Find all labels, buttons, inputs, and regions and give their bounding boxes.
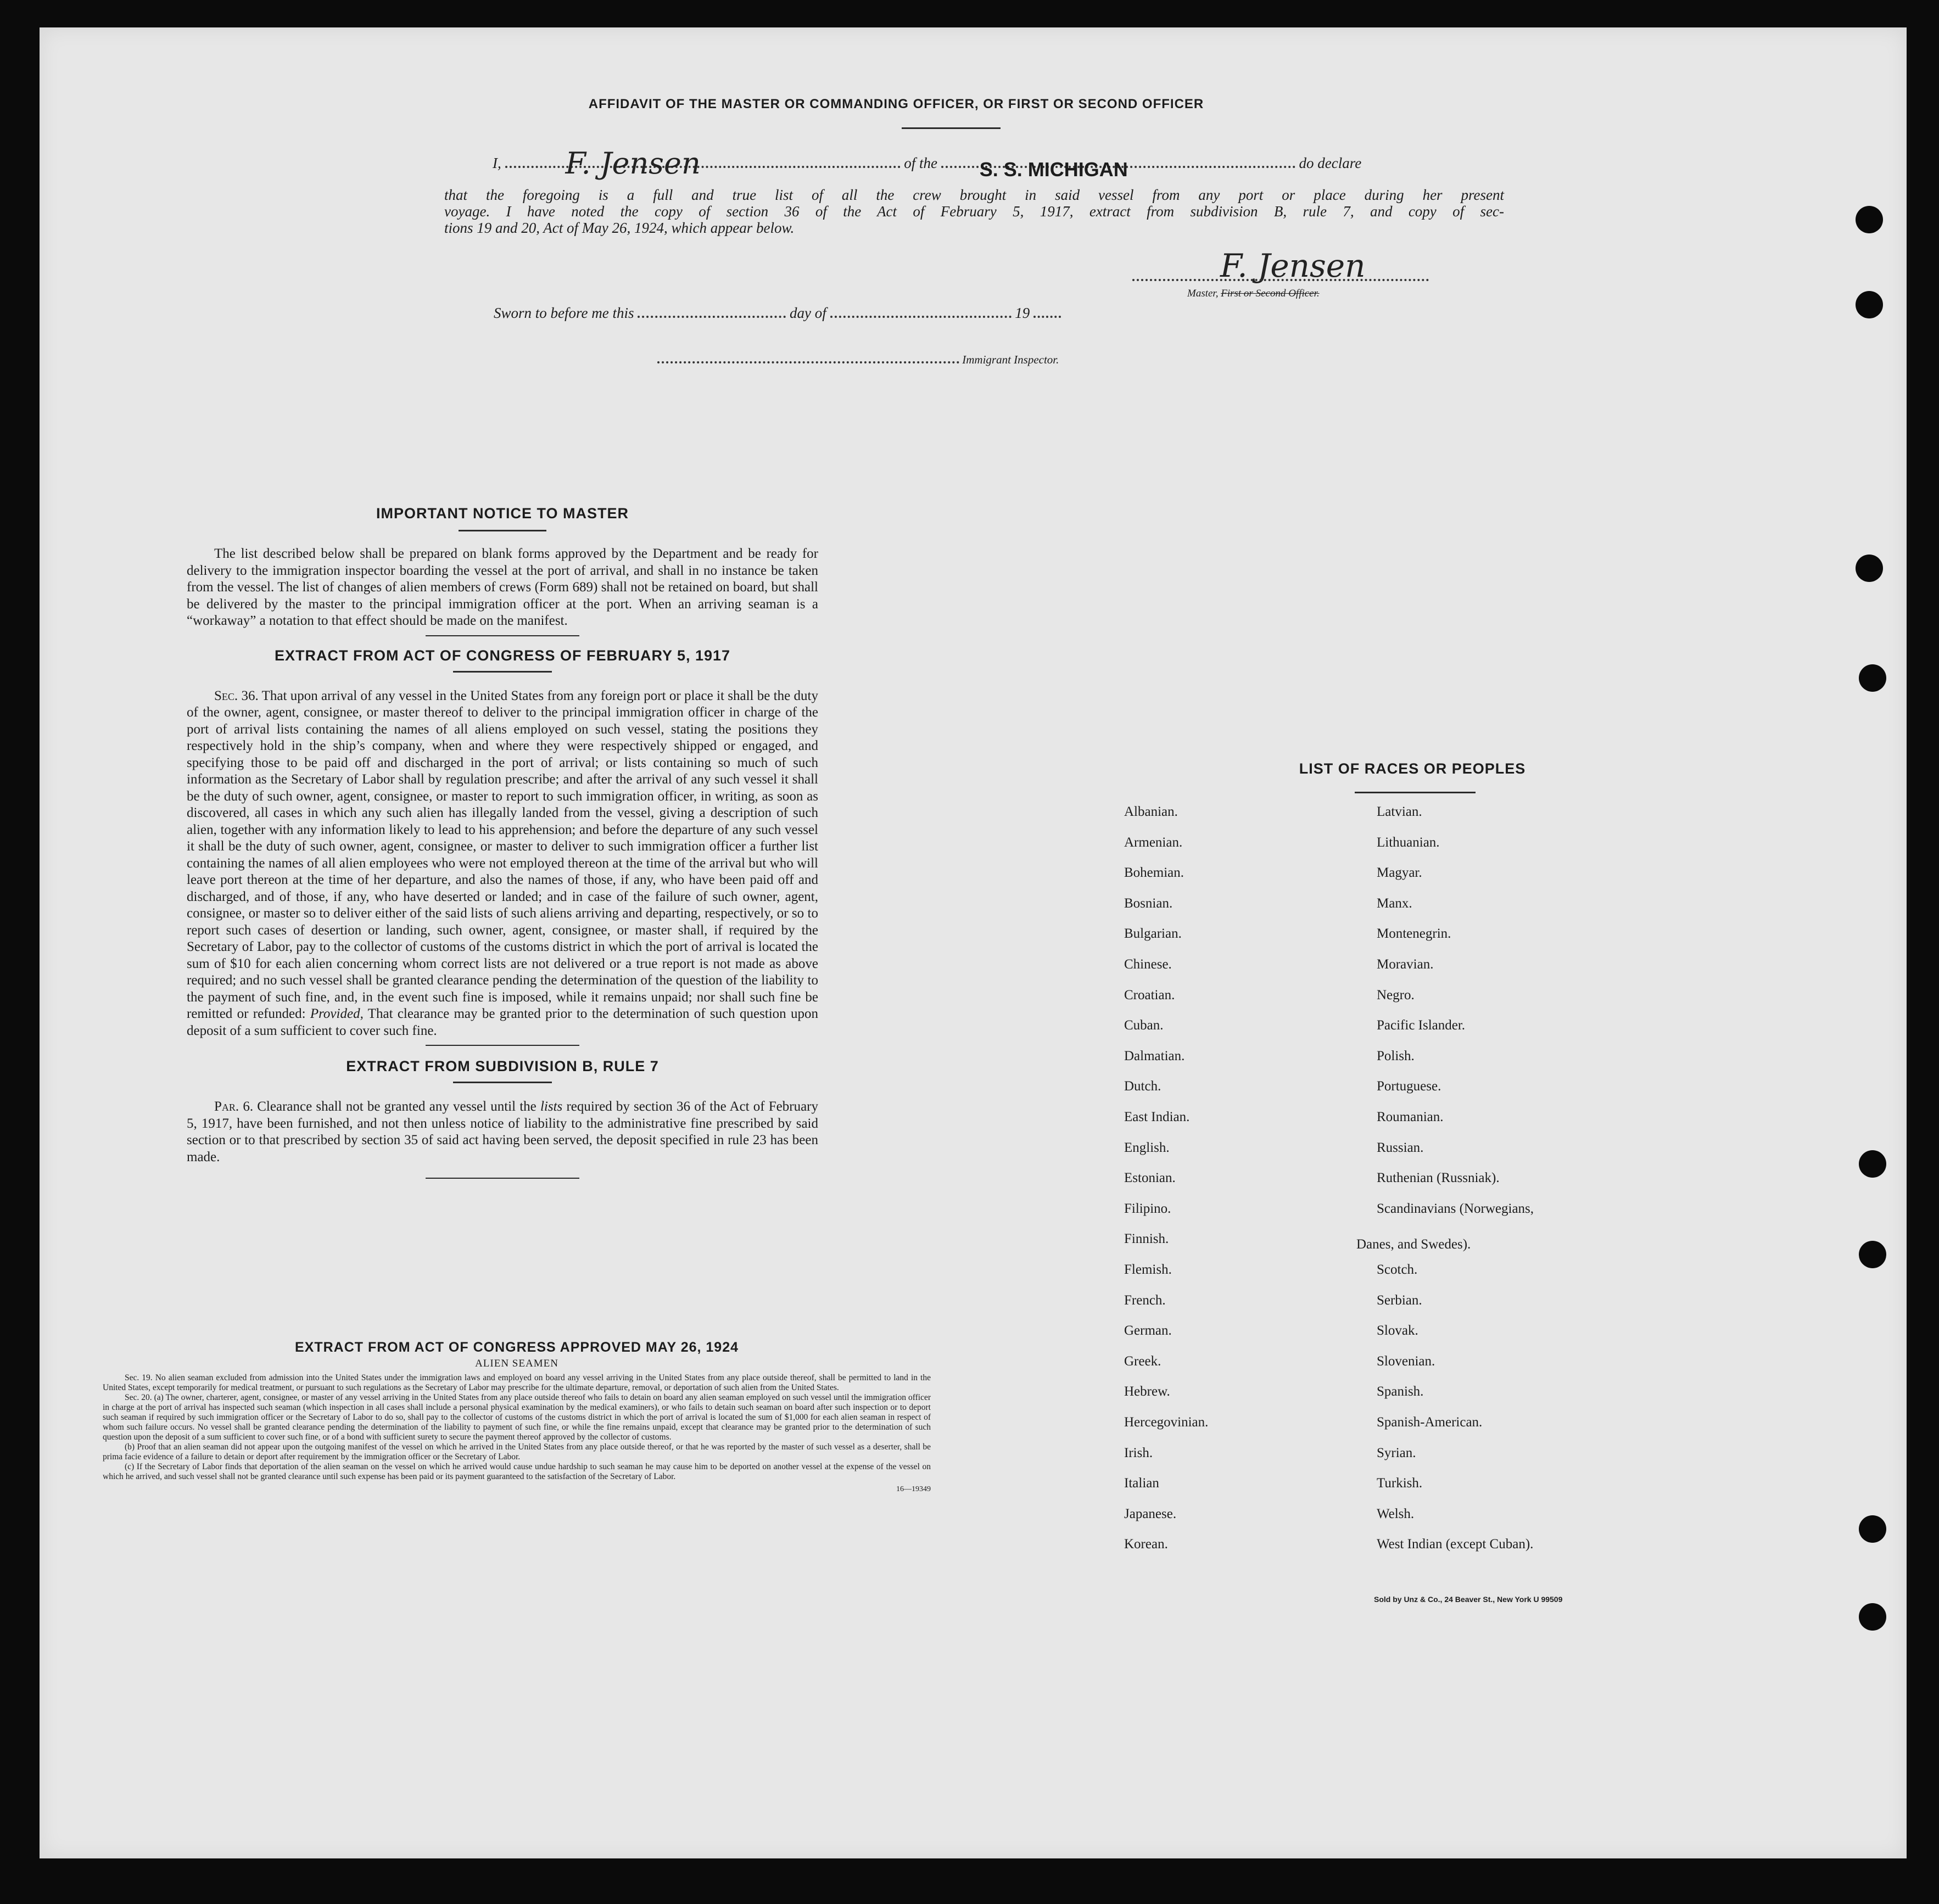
race-item: Filipino. <box>1124 1201 1171 1216</box>
divider <box>426 1045 579 1046</box>
race-item: Negro. <box>1377 987 1415 1003</box>
race-item: Chinese. <box>1124 957 1172 972</box>
punch-hole <box>1859 1603 1886 1631</box>
race-item: Dutch. <box>1124 1079 1161 1094</box>
race-item: Ruthenian (Russniak). <box>1377 1171 1500 1186</box>
vessel-blank <box>941 158 1295 181</box>
affidavit-text <box>444 187 1504 236</box>
race-item: English. <box>1124 1140 1170 1155</box>
race-item: Bulgarian. <box>1124 926 1182 942</box>
divider <box>426 635 579 636</box>
punch-hole <box>1859 1150 1886 1178</box>
form-number: 16—19349 <box>896 1485 931 1493</box>
race-item: Roumanian. <box>1377 1110 1444 1124</box>
race-item: Spanish-American. <box>1377 1415 1483 1430</box>
race-item: French. <box>1124 1292 1166 1308</box>
race-item: East Indian. <box>1124 1110 1190 1124</box>
divider <box>459 530 546 531</box>
race-item: Hercegovinian. <box>1124 1415 1209 1430</box>
sec20c-text: (c) If the Secretary of Labor finds that deportation of the alien seaman on the vessel on which he arrived would cause undue hardship to such seaman he may cause him to be deported on another vessel at the expense of the vessel on which he arrived, and such vessel shall not be granted clearance until such expense has been paid or its payment guaranteed to the satisfaction of the Secretary of Labor. <box>103 1462 931 1481</box>
extract-1917-text <box>187 688 818 1040</box>
race-item: Italian <box>1124 1476 1159 1491</box>
sec20a-text: Sec. 20. (a) The owner, charterer, agent, consignee, or master of any vessel arriving in the United States from any place outside thereof who fails to detain on board any alien seaman employed on such vessel until the immigration officer in charge at the port of arrival has inspected such seaman (which inspection in all cases shall include a personal physical examination by the medical examiners), or who fails to detain such seaman on board after such inspection or to deport such seaman if required by such immigration officer or the Secretary of Labor to do so, shall pay to the collector of customs of the customs district in which the port of arrival is located the sum of $1,000 for each alien seaman in respect of whom such failure occurs. No vessel shall be granted clearance pending the determination of the liability to payment of such fine, or while the fine remains unpaid, except that clearance may be granted prior to the determination of such question upon the deposit of a sum sufficient to cover such fine, or of a bond with sufficient surety to secure the payment thereof approved by the collector of customs. <box>103 1393 931 1442</box>
race-item: Slovak. <box>1377 1323 1418 1339</box>
race-item: Portuguese. <box>1377 1079 1441 1094</box>
signature-line <box>1132 279 1429 281</box>
left-column <box>187 505 818 1179</box>
race-item: Montenegrin. <box>1377 926 1451 942</box>
affidavit-text-line: that the foregoing is a full and true list of all the crew brought in said vessel from any port or place during her present <box>444 187 1504 203</box>
race-item: Moravian. <box>1377 957 1434 972</box>
race-item: Latvian. <box>1377 804 1422 819</box>
race-item: Hebrew. <box>1124 1384 1170 1399</box>
sworn-year-blank <box>1033 316 1061 318</box>
punch-hole <box>1856 555 1883 582</box>
race-item: Pacific Islander. <box>1377 1018 1466 1033</box>
sworn-line <box>494 305 1208 322</box>
master-label-row <box>1187 288 1320 300</box>
notice-heading: IMPORTANT NOTICE TO MASTER <box>376 505 629 522</box>
affidavit-line-1 <box>493 146 1503 182</box>
race-item: Slovenian. <box>1377 1353 1435 1369</box>
race-item: Albanian. <box>1124 804 1178 819</box>
race-item: Flemish. <box>1124 1262 1172 1277</box>
day-of-label: day of <box>790 305 826 321</box>
document-sheet <box>40 27 1907 1858</box>
sworn-month-blank <box>830 316 1012 318</box>
signer-handwritten: F. Jensen <box>565 146 701 181</box>
struck-officer-label: First or Second Officer. <box>1221 288 1320 299</box>
punch-hole <box>1856 206 1883 233</box>
sec36-end: That clearance may be granted prior to the determination of such question upon deposit of a sum sufficient to cover such fine. <box>187 1006 818 1038</box>
divider <box>426 1178 579 1179</box>
signer-blank <box>505 146 901 181</box>
punch-hole <box>1859 1515 1886 1543</box>
notice-text-body: The list described below shall be prepared on blank forms approved by the Department and be ready for delivery to the immigration inspector boarding the vessel at the port of arrival, and shall in no instance be taken from the vessel. The list of changes of alien members of crews (Form 689) shall not be retained on board, but shall be delivered by the master to the principal immigration officer at the port. When an arriving seaman is a “workaway” a notation to that effect should be made on the manifest. <box>187 546 818 628</box>
race-item: Bosnian. <box>1124 895 1173 911</box>
race-item: Spanish. <box>1377 1384 1424 1399</box>
extract-1917-heading: EXTRACT FROM ACT OF CONGRESS OF FEBRUARY 5, 1917 <box>274 647 731 664</box>
race-item: West Indian (except Cuban). <box>1377 1537 1534 1552</box>
master-signature: F. Jensen <box>1220 247 1366 284</box>
race-item: Syrian. <box>1377 1445 1416 1460</box>
affidavit-text-line: voyage. I have noted the copy of section 36 of the Act of February 5, 1917, extract from subdivision B, rule 7, and copy of sec- <box>444 203 1504 220</box>
sworn-label: Sworn to before me this <box>494 305 634 321</box>
affidavit-text-line: tions 19 and 20, Act of May 26, 1924, which appear below. <box>444 220 795 236</box>
race-item: Manx. <box>1377 895 1412 911</box>
race-item: Polish. <box>1377 1048 1415 1063</box>
divider <box>453 1082 552 1083</box>
vessel-name: S. S. MICHIGAN <box>979 158 1128 181</box>
punch-hole <box>1859 664 1886 692</box>
rule7-heading: EXTRACT FROM SUBDIVISION B, RULE 7 <box>346 1058 659 1074</box>
race-item: Magyar. <box>1377 865 1422 881</box>
extract-1924 <box>103 1340 931 1494</box>
sec19-text: Sec. 19. No alien seaman excluded from admission into the United States under the immigration laws and employed on board any vessel arriving in the United States from any place outside thereof, shall be permitted to land in the United States, except temporarily for medical treatment, or pursuant to such regulations as the Secretary of Labor may prescribe for the ultimate departure, removal, or deportation of such alien from the United States. <box>103 1373 931 1392</box>
race-item: Dalmatian. <box>1124 1048 1185 1063</box>
affidavit-title: AFFIDAVIT OF THE MASTER OR COMMANDING OFFICER, OR FIRST OR SECOND OFFICER <box>588 97 1204 111</box>
inspector-blank <box>657 361 959 363</box>
race-item: Serbian. <box>1377 1292 1422 1308</box>
race-item: Irish. <box>1124 1445 1153 1460</box>
rule7-text-a: Clearance shall not be granted any vessel until the <box>257 1099 537 1114</box>
rule7-text-b: required by section 36 of the Act of February 5, 1917, have been furnished, and not then unless notice of liability to the administrative fine prescribed by said section or to that prescribed by section 35 of said act having been served, the deposit specified in rule 23 has been made. <box>187 1099 819 1164</box>
inspector-label: Immigrant Inspector. <box>962 353 1059 366</box>
race-item-continuation: Danes, and Swedes). <box>1356 1237 1471 1252</box>
race-item: Welsh. <box>1377 1506 1415 1521</box>
race-item: Armenian. <box>1124 835 1183 850</box>
race-item: Finnish. <box>1124 1231 1169 1247</box>
i-label: I, <box>493 155 501 171</box>
rule7-text <box>187 1099 818 1166</box>
sec36-body: That upon arrival of any vessel in the United States from any foreign port or place it shall be the duty of the owner, agent, consignee, or master thereof to deliver to the principal immigration officer in charge of the port of arrival lists containing the names of all aliens employed on such vessel, stating the positions they respectively hold in the ship’s company, when and where they were respectively shipped or engaged, and specifying those to be paid off and discharged in the port of arrival; or lists containing so much of such information as the Secretary of Labor shall by regulation prescribe; and after the arrival of any such vessel it shall be the duty of such owner, agent, consignee, or master to report to such immigration officer, in writing, as soon as discovered, all cases in which any such alien has illegally landed from the vessel, giving a description of such alien, together with any information likely to lead to his apprehension; and before the departure of any such vessel it shall be the duty of such owner, agent, consignee, or master to deliver to such immigration officer a further list containing the names of all alien employees who were not employed thereon at the time of the arrival but who will leave port thereon at the time of her departure, and also the names of those, if any, who have been paid off and discharged, and of those, if any, who have deserted or landed; and in case of the failure of such owner, agent, consignee, or master so to deliver either of the said lists of such aliens arriving and departing, respectively, or so to report such cases of desertion or landing, such owner, agent, consignee, or master shall, if required by the Secretary of Labor, pay to the collector of customs of the customs district in which the port of arrival is located the sum of $10 for each alien concerning whom correct lists are not delivered or a true report is not made as above required; and no such vessel shall be granted clearance pending the determination of the question of the liability to the payment of such fine, and, in the event such fine is imposed, while it remains unpaid; nor shall such fine be remitted or refunded: <box>187 688 818 1021</box>
race-item: Scandinavians (Norwegians, <box>1377 1201 1534 1216</box>
race-item: Cuban. <box>1124 1018 1164 1033</box>
divider <box>1355 792 1476 793</box>
par6-label: Par. 6. <box>214 1099 254 1114</box>
race-item: Bohemian. <box>1124 865 1184 881</box>
divider <box>902 127 1001 129</box>
provided-label: Provided, <box>310 1006 364 1021</box>
master-label: Master, <box>1187 288 1219 299</box>
races-heading: LIST OF RACES OR PEOPLES <box>1299 760 1526 777</box>
race-item: Estonian. <box>1124 1171 1176 1186</box>
race-item: Croatian. <box>1124 987 1175 1003</box>
race-item: Korean. <box>1124 1537 1168 1552</box>
sworn-day-blank <box>638 316 786 318</box>
race-item: Japanese. <box>1124 1506 1177 1521</box>
extract-1924-heading: EXTRACT FROM ACT OF CONGRESS APPROVED MAY 26, 1924 <box>294 1340 739 1355</box>
lists-word: lists <box>540 1099 563 1114</box>
race-item: Lithuanian. <box>1377 835 1440 850</box>
do-declare-label: do declare <box>1299 155 1362 171</box>
year-prefix: 19 <box>1015 305 1030 321</box>
punch-hole <box>1859 1241 1886 1268</box>
inspector-line <box>657 353 1152 367</box>
alien-seamen-subheading: ALIEN SEAMEN <box>475 1358 558 1369</box>
race-item: Russian. <box>1377 1140 1424 1155</box>
race-item: Scotch. <box>1377 1262 1418 1277</box>
race-item: Greek. <box>1124 1353 1161 1369</box>
printer-imprint: Sold by Unz & Co., 24 Beaver St., New York U 99509 <box>1374 1595 1563 1604</box>
sec20b-text: (b) Proof that an alien seaman did not appear upon the outgoing manifest of the vessel on which he arrived in the United States from any place outside thereof, or that he was reported by the master of such vessel as a deserter, shall be prima facie evidence of a failure to detain or deport after requirement by the immigration officer or the Secretary of Labor. <box>103 1442 931 1461</box>
divider <box>453 671 552 673</box>
of-the-label: of the <box>904 155 937 171</box>
race-item: Turkish. <box>1377 1476 1423 1491</box>
sec36-label: Sec. 36. <box>214 688 259 703</box>
punch-hole <box>1856 291 1883 318</box>
notice-text <box>187 546 818 630</box>
race-item: German. <box>1124 1323 1172 1339</box>
